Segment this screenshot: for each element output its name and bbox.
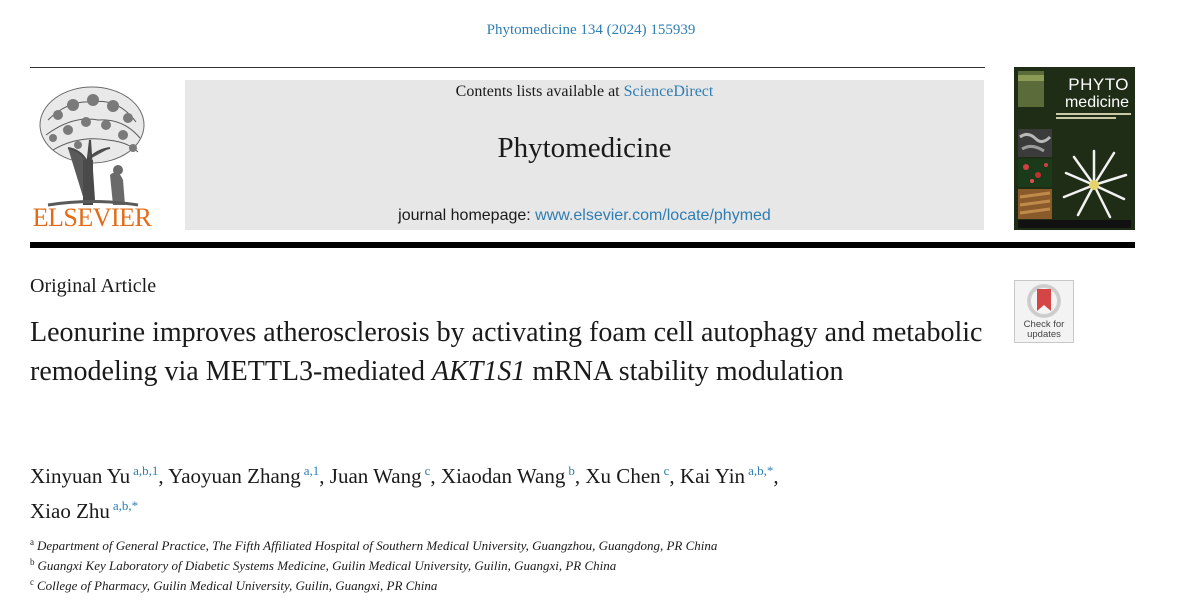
sciencedirect-link[interactable]: ScienceDirect xyxy=(623,83,714,100)
author[interactable]: Xiaodan Wang $^b$ xyxy=(440,463,575,488)
cover-subtitle-lines xyxy=(1056,113,1131,121)
contents-line: Contents lists available at ScienceDirect xyxy=(455,83,714,100)
affiliation-item: $^b$ Guangxi Key Laboratory of Diabetic Systems Medicine, Guilin Medical University, Guilin, Guangxi, PR China xyxy=(30,557,617,573)
author[interactable]: Xinyuan Yu $^{a,b,1}$ xyxy=(30,463,159,488)
check-for-updates-label: Check for updates xyxy=(1023,319,1065,340)
header-thick-divider xyxy=(30,242,1135,248)
check-for-updates-badge[interactable] xyxy=(1014,280,1074,343)
elsevier-wordmark: ELSEVIER xyxy=(32,203,152,232)
crossmark-icon xyxy=(1015,281,1073,321)
journal-cover[interactable] xyxy=(1014,67,1135,230)
article-title: Leonurine improves atherosclerosis by activating foam cell autophagy and metabolic remodeling via METTL3-mediated AKT1S1 mRNA stability modulation xyxy=(30,317,983,387)
author[interactable]: Juan Wang $^c$ xyxy=(329,463,431,488)
article-type: Original Article xyxy=(30,275,157,297)
author[interactable]: Xiao Zhu $^{a,b,*}$ xyxy=(30,498,139,523)
affiliation-item: $^a$ Department of General Practice, The Fifth Affiliated Hospital of Southern Medical University, Guangzhou, Guangdong, PR China xyxy=(30,537,718,553)
journal-citation[interactable]: Phytomedicine 134 (2024) 155939 xyxy=(486,22,696,38)
affiliation-list xyxy=(30,532,1030,592)
journal-name: Phytomedicine xyxy=(497,132,672,164)
homepage-line: journal homepage: www.elsevier.com/locate/phymed xyxy=(398,207,771,224)
author[interactable]: Yaoyuan Zhang $^{a,1}$ xyxy=(168,463,320,488)
author[interactable]: Xu Chen $^c$ xyxy=(585,463,670,488)
author-list: Xinyuan Yu $^{a,b,1}$, Yaoyuan Zhang $^{a,1}$, Juan Wang $^c$, Xiaodan Wang $^b$, Xu Chen $^c$, Kai Yin $^{a,b,*}$, Xiao Zhu $^{a,b,*}$ xyxy=(30,463,779,523)
journal-header-box xyxy=(185,80,984,230)
affiliation-item: $^c$ College of Pharmacy, Guilin Medical University, Guilin, Guangxi, PR China xyxy=(30,577,438,593)
cover-title-phyto: PHYTO xyxy=(1068,75,1129,94)
gene-name: AKT1S1 xyxy=(431,356,526,387)
journal-homepage-link[interactable]: www.elsevier.com/locate/phymed xyxy=(535,207,771,224)
cover-title-medicine: medicine xyxy=(1064,94,1129,111)
top-divider xyxy=(30,67,985,68)
author[interactable]: Kai Yin $^{a,b,*}$ xyxy=(679,463,774,488)
